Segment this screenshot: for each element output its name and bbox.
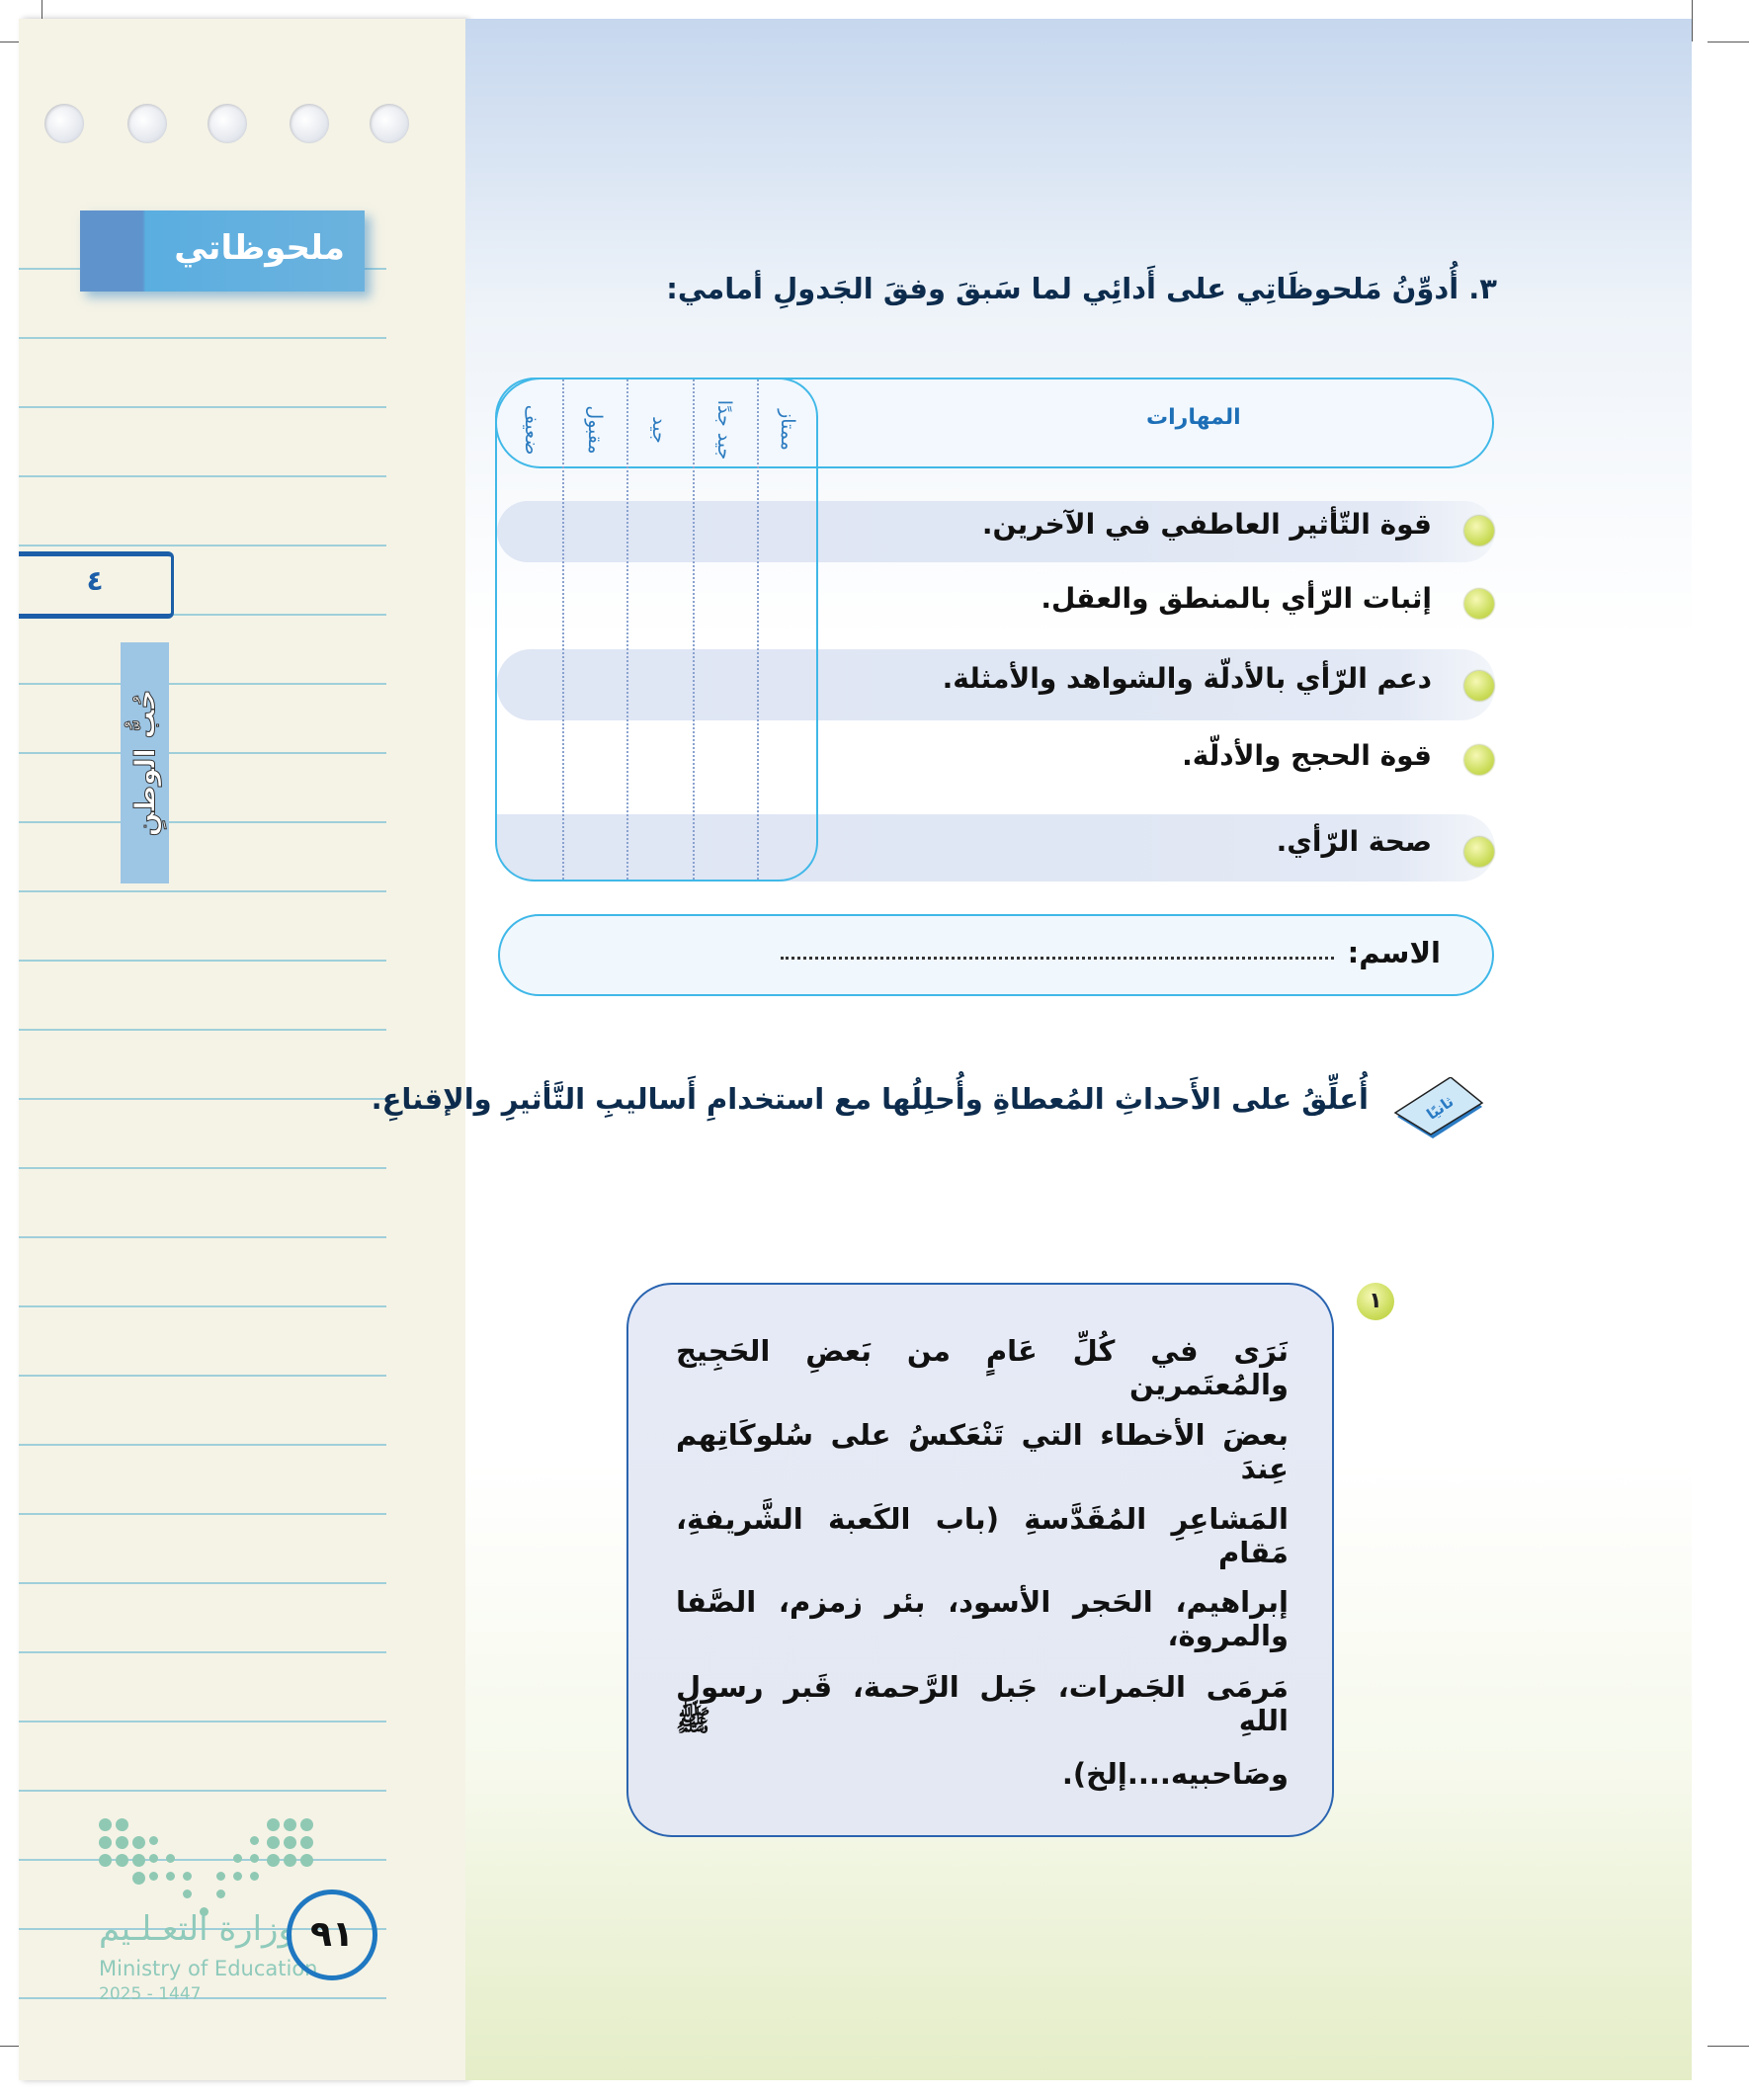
skill-item: دعم الرّأي بالأدلّة والشواهد والأمثلة. (942, 662, 1432, 695)
logo-dot (267, 1854, 280, 1867)
binder-hole (44, 104, 84, 143)
section-badge-label: ثانيًا (1423, 1092, 1458, 1124)
logo-dot (99, 1836, 112, 1849)
name-input-line[interactable] (781, 957, 1334, 960)
rating-label: مقبول (584, 405, 606, 455)
bullet-icon (1464, 589, 1494, 619)
rating-acceptable (565, 390, 625, 469)
logo-dot (116, 1854, 128, 1867)
passage-line: وصَاحبيه....إلخ). (1061, 1757, 1289, 1791)
notebook-line (19, 1375, 386, 1377)
logo-dot (267, 1818, 280, 1831)
logo-year: 2025 - 1447 (99, 1984, 202, 2004)
logo-dot (132, 1872, 145, 1885)
passage-line: نَرَى في كُلِّ عَامٍ من بَعضِ الحَجِيج والمُعتَمرين (676, 1334, 1289, 1401)
unit-title-ribbon (121, 642, 169, 883)
notebook-line (19, 1997, 386, 1999)
unit-title: حُبُّ الوطنِ (128, 689, 161, 837)
logo-dot (250, 1872, 259, 1881)
notebook-line (19, 1029, 386, 1031)
logo-dot (300, 1854, 313, 1867)
notebook-line (19, 545, 386, 546)
logo-dot (284, 1836, 296, 1849)
binder-hole (370, 104, 409, 143)
logo-dot (99, 1818, 112, 1831)
column-divider (626, 379, 628, 880)
logo-dot (183, 1890, 192, 1898)
skill-item: قوة التّأثير العاطفي في الآخرين. (981, 508, 1432, 541)
notebook-line (19, 1305, 386, 1307)
rating-label: ضعيف (521, 404, 542, 456)
notebook-line (19, 683, 386, 685)
notebook-line (19, 1444, 386, 1446)
skill-item: قوة الحجج والأدلّة. (1182, 739, 1432, 772)
logo-dot (300, 1818, 313, 1831)
bullet-icon (1464, 837, 1494, 867)
notebook-line (19, 1790, 386, 1792)
notebook-line (19, 890, 386, 892)
logo-dot (250, 1854, 259, 1863)
notebook-line (19, 475, 386, 477)
rating-excellent (758, 390, 817, 469)
logo-dot (233, 1854, 242, 1863)
notebook-line (19, 337, 386, 339)
name-label: الاسم: (1347, 936, 1441, 969)
passage-line: المَشاعِرِ المُقَدَّسةِ (باب الكَعبة الشَّريفةِ، مَقام (676, 1502, 1289, 1569)
bullet-icon (1464, 516, 1494, 546)
passage-line: بعضَ الأخطاء التي تَنْعَكسُ على سُلوكَاتِهم عِندَ (676, 1418, 1289, 1485)
logo-english-text: Ministry of Education (99, 1957, 318, 1980)
logo-dot (233, 1872, 242, 1881)
notes-sidebar (19, 19, 465, 2080)
column-divider (562, 379, 564, 880)
notebook-line (19, 1582, 386, 1584)
binder-hole (290, 104, 329, 143)
logo-dot (166, 1854, 175, 1863)
skills-header-label: المهارات (1146, 405, 1241, 430)
notebook-line (19, 1098, 386, 1100)
unit-number: ٤ (19, 551, 174, 619)
binder-hole (127, 104, 167, 143)
rating-very-good (695, 390, 754, 469)
logo-arabic-text: وزارة التعـلـيم (99, 1909, 294, 1949)
logo-dot (132, 1836, 145, 1849)
rating-label: جيد جدًا (713, 399, 735, 461)
question-3-prompt: ٣. أُدوِّنُ مَلحوظَاتِي على أَدائِي لما سَبقَ وفقَ الجَدولِ أمامي: (666, 272, 1497, 305)
item-number: ١ (1357, 1283, 1394, 1320)
bullet-icon (1464, 671, 1494, 701)
logo-dot (149, 1854, 158, 1863)
notes-title-tab: ملحوظاتي (80, 210, 365, 292)
notebook-line (19, 1513, 386, 1515)
logo-dot (116, 1818, 128, 1831)
logo-dot (267, 1836, 280, 1849)
passage-line: مَرمَى الجَمرات، جَبل الرَّحمة، قَبر رسولِ اللهِ ﷺ (676, 1670, 1289, 1737)
rating-label: جيد (648, 416, 670, 444)
notebook-line (19, 1651, 386, 1653)
logo-dot (149, 1872, 158, 1881)
logo-dot (284, 1818, 296, 1831)
logo-dot (99, 1854, 112, 1867)
bullet-icon (1464, 745, 1494, 775)
logo-dot (300, 1836, 313, 1849)
logo-dot (284, 1854, 296, 1867)
skill-item: صحة الرّأي. (1276, 825, 1432, 858)
rating-weak (502, 390, 561, 469)
logo-dot (216, 1872, 225, 1881)
notebook-line (19, 960, 386, 962)
notebook-line (19, 1721, 386, 1722)
notebook-line (19, 1167, 386, 1169)
notebook-line (19, 821, 386, 823)
logo-dot (116, 1836, 128, 1849)
name-field-box (498, 914, 1494, 996)
logo-dot (216, 1890, 225, 1898)
skill-item: إثبات الرّأي بالمنطق والعقل. (1041, 582, 1432, 615)
rating-label: ممتاز (777, 409, 798, 451)
notebook-line (19, 752, 386, 754)
notebook-line (19, 406, 386, 408)
ministry-logo-icon (99, 1818, 326, 1907)
section-2-prompt: أُعلِّقُ على الأَحداثِ المُعطاةِ وأُحلِلُها مع استخدامِ أَساليبِ التَّأثيرِ والإقناعِ. (371, 1082, 1369, 1116)
logo-dot (132, 1854, 145, 1867)
logo-dot (183, 1872, 192, 1881)
logo-dot (149, 1836, 158, 1845)
logo-dot (250, 1836, 259, 1845)
page-number: ٩١ (287, 1890, 377, 1980)
section-badge-icon (1393, 1077, 1484, 1138)
passage-line: إبراهيم، الحَجر الأسود، بئر زمزم، الصَّفا والمروة، (676, 1585, 1289, 1652)
logo-dot (166, 1872, 175, 1881)
binder-hole (208, 104, 247, 143)
notebook-line (19, 1236, 386, 1238)
rating-good (629, 390, 689, 469)
